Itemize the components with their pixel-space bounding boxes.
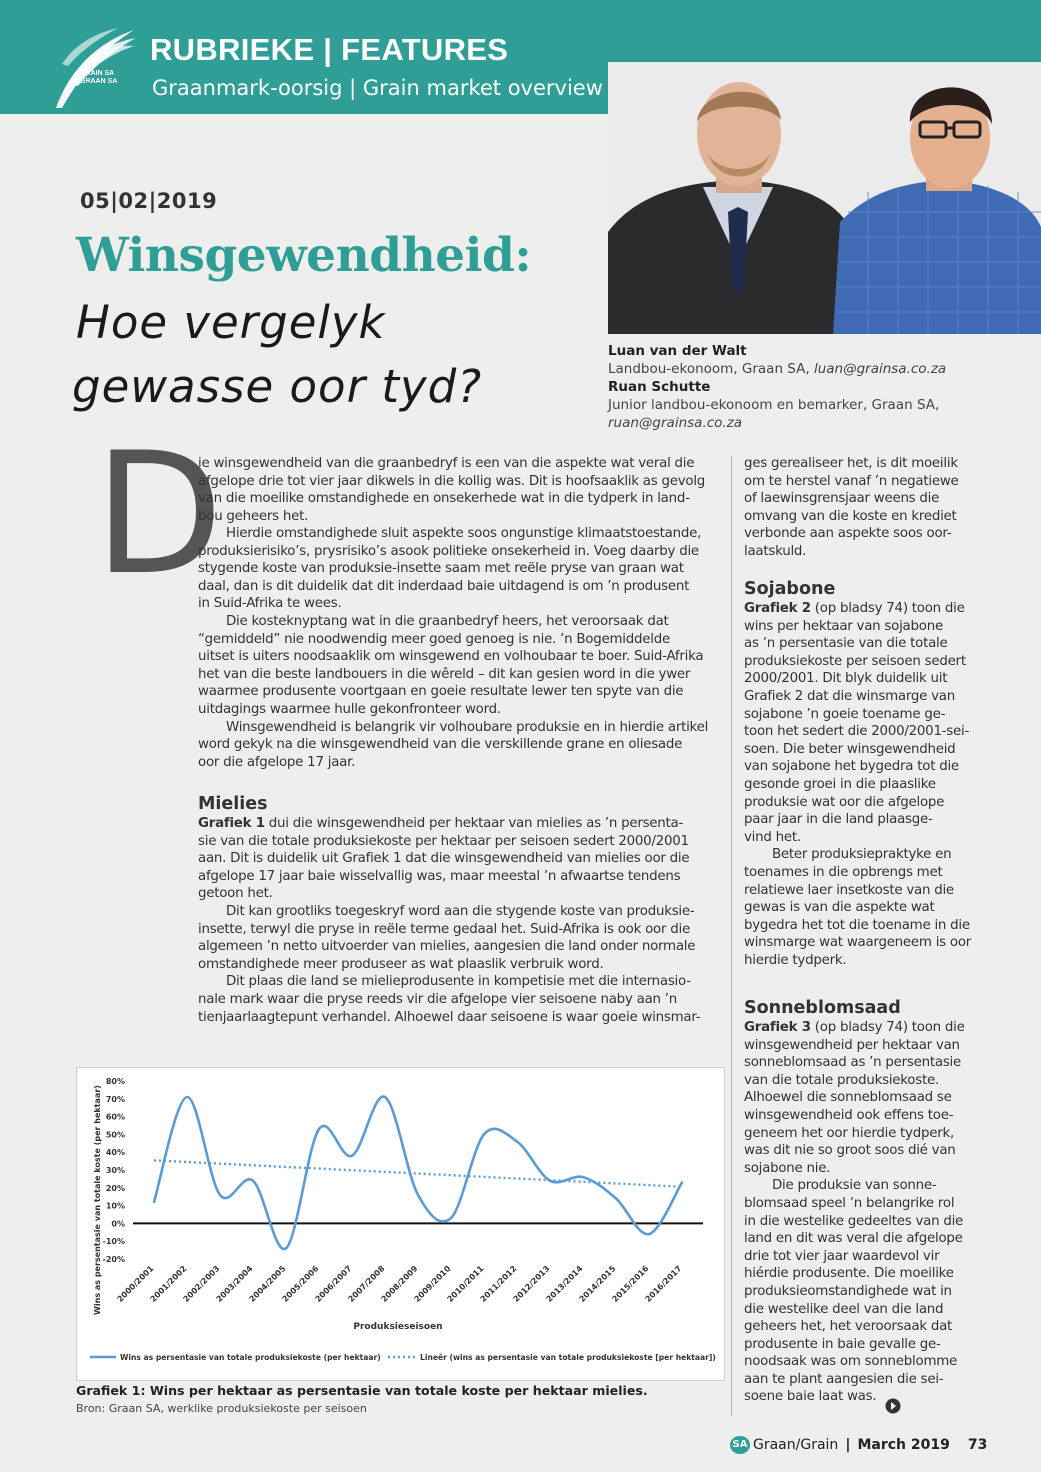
x-tick-label: 2003/2004 [214, 1264, 255, 1304]
text-line: produksiekoste per seisoen sedert [744, 653, 966, 669]
author-photo [608, 62, 1041, 334]
text-line: paar jaar in die land plaasge- [744, 812, 933, 828]
author-email[interactable]: luan@grainsa.co.za [813, 361, 947, 377]
text-span: dui die winsgewendheid per hektaar van mielies as ’n persenta- [264, 816, 684, 831]
drop-cap: D [94, 416, 224, 612]
text-line: geheers het, het veroorsaak dat [744, 1319, 953, 1335]
x-tick-label: 2008/2009 [379, 1264, 420, 1304]
text-line: die westelike deel van die land [744, 1301, 944, 1317]
text-line: Winsgewendheid is belangrik vir volhoubare produksie en in hierdie artikel [226, 719, 709, 735]
figure-reference: Grafiek 1 [198, 816, 265, 831]
logo-text-2: GRAAN SA [80, 78, 118, 85]
text-line: Die produksie van sonne- [772, 1178, 937, 1194]
text-line: soene baie laat was. [744, 1389, 877, 1405]
text-line: om te herstel vanaf ’n negatiewe [744, 473, 959, 489]
mielies-text [198, 815, 700, 1026]
text-line: insette, terwyl die pryse in reële terme gedaal het. Suid-Afrika is ook oor die [198, 921, 690, 937]
series-line-wins [154, 1097, 682, 1250]
article-title-line-2: Hoe vergelyk [76, 296, 386, 349]
legend-label-wins: Wins as persentasie van totale produksiekoste (per hektaar) [120, 1353, 381, 1362]
text-line: laatskuld. [744, 543, 807, 559]
text-line: Die kosteknyptang wat in die graanbedryf heers, het veroorsaak dat [226, 613, 669, 629]
text-line: omstandighede meer produseer as wat plaaslik verbruik word. [198, 956, 604, 972]
article-title-line-3: gewasse oor tyd? [72, 360, 483, 413]
text-line: wins per hektaar van sojabone [744, 618, 943, 634]
text-line: ges gerealiseer het, is dit moeilik [744, 456, 958, 471]
body-text [198, 525, 708, 771]
text-line: drie tot vier jaar waardevol vir [744, 1248, 940, 1264]
data-point [516, 1140, 518, 1142]
data-point [450, 1217, 452, 1219]
text-line: Dit kan grootliks toegeskryf word aan die stygende koste van produksie- [226, 903, 695, 919]
text-line: was dit nie so groot soos dié van [744, 1143, 956, 1159]
text-line: winsmarge wat waargeneem is oor [744, 935, 972, 951]
x-tick-label: 2001/2002 [148, 1264, 189, 1304]
text-line: van die moeilike omstandighede en onsekerhede wat in die tydperk in land- [198, 491, 690, 507]
text-line: Beter produksiepraktyke en [772, 847, 952, 863]
text-line: aan te plant aangesien die sei- [744, 1371, 944, 1387]
author-name: Ruan Schutte [608, 379, 711, 395]
text-line: relatiewe laer insetkoste van die [744, 882, 954, 898]
text-line: van sojabone het bygedra tot die [744, 759, 959, 775]
y-tick-label: 60% [105, 1112, 125, 1122]
author-block [608, 342, 946, 432]
text-line [744, 600, 971, 618]
y-tick-label: 10% [105, 1201, 125, 1211]
text-line: geneem het oor hierdie tydperk, [744, 1125, 954, 1141]
data-point [681, 1181, 683, 1183]
article-date: 05|02|2019 [80, 189, 218, 213]
text-line: produksieomstandighede wat in [744, 1283, 952, 1299]
page-number: 73 [967, 1437, 988, 1453]
continue-arrow-icon[interactable] [885, 1398, 901, 1418]
text-line: winsgewendheid ook effens toe- [744, 1107, 954, 1123]
text-line: hiérdie produsente. Die moeilike [744, 1266, 954, 1282]
text-line: toon het sedert die 2000/2001-sei- [744, 724, 970, 740]
text-line: noodsaak was om sonneblomme [744, 1354, 958, 1370]
section-title: RUBRIEKE | FEATURES [150, 32, 509, 67]
text-line: land en dit was veral die afgelope [744, 1231, 963, 1247]
text-line: word gekyk na die winsgewendheid van die verskillende grane en oliesade [198, 737, 683, 753]
text-line [198, 815, 700, 833]
text-line: sojabone nie. [744, 1160, 831, 1176]
heading-mielies: Mielies [198, 794, 268, 814]
text-line: soen. Die beter winsgewendheid [744, 741, 956, 757]
x-tick-label: 2009/2010 [412, 1264, 453, 1304]
footer-issue: March 2019 [857, 1437, 950, 1453]
author-role: Landbou-ekonoom, Graan SA, [608, 361, 814, 377]
y-axis-label: Wins as persentasie van totale koste (per hektaar) [93, 1085, 102, 1315]
grain-sa-logo-icon [48, 24, 138, 112]
text-line: in die westelike gedeeltes van die [744, 1213, 964, 1229]
y-tick-label: 40% [105, 1148, 125, 1158]
text-line: uitset is uiters noodsaaklik om winsgewend en volhoubaar te boer. Suid-Afrika [198, 649, 704, 665]
text-line: gewas is van die aspekte wat [744, 900, 935, 916]
text-line: nale mark waar die pryse reeds vir die afgelope vier seisoene naby aan ’n [198, 991, 678, 1007]
text-line: afgelope 17 jaar baie wisselvallig was, maar meestal ’n afwaartse tendens [198, 868, 681, 884]
chart-caption: Grafiek 1: Wins per hektaar as persentasie van totale koste per hektaar mielies. [76, 1383, 648, 1398]
text-line: Grafiek 2 dat die winsmarge van [744, 688, 955, 704]
text-line: Dit plaas die land se mielieprodusente in kompetisie met die internasio- [226, 974, 691, 990]
data-point [615, 1197, 617, 1199]
data-point [648, 1233, 650, 1235]
data-point [318, 1128, 320, 1130]
author-email[interactable]: ruan@grainsa.co.za [608, 415, 743, 431]
x-tick-label: 2013/2014 [544, 1264, 585, 1304]
text-line: as ’n persentasie van die totale [744, 636, 948, 652]
text-line: stygende koste van produksie-insette saam met reële pryse van graan wat [198, 561, 684, 577]
text-line: daal, dan is dit duidelik dat dit inderdaad baie uitdagend is om ’n produsent [198, 578, 690, 594]
text-line: afgelope drie tot vier jaar dikwels in die kollig was. Dit is hoofsaaklik as gevolg [198, 473, 706, 489]
article-title-main: Winsgewendheid: [76, 228, 532, 283]
text-line: oor die afgelope 17 jaar. [198, 754, 356, 770]
data-point [153, 1201, 155, 1203]
text-line: vind het. [744, 829, 801, 845]
legend-label-trend: Lineêr (wins as persentasie van totale produksiekoste [per hektaar]) [420, 1353, 716, 1362]
x-tick-label: 2005/2006 [280, 1264, 321, 1304]
data-point [351, 1155, 353, 1157]
text-line: toenames in die opbrengs met [744, 864, 943, 880]
x-tick-label: 2010/2011 [445, 1264, 486, 1304]
y-tick-label: -20% [102, 1255, 125, 1264]
text-line: produsente in baie gevalle ge- [744, 1336, 941, 1352]
text-line: Hierdie omstandighede sluit aspekte soos ongunstige klimaatstoestande, [226, 526, 702, 541]
text-line: produksierisiko’s, prysrisiko’s asook politieke onsekerheid in. Voeg daarby die [198, 543, 699, 559]
section-subtitle: Graanmark-oorsig | Grain market overview [152, 76, 603, 100]
y-tick-label: -10% [102, 1237, 125, 1247]
text-line: waarmee produsente voortgaan en goeie resultate lewer ten spyte van die [198, 684, 684, 700]
text-line: getoon het. [198, 886, 273, 902]
column-divider [731, 456, 732, 1416]
author-role: Junior landbou-ekonoom en bemarker, Graan SA, [608, 397, 940, 413]
text-line: 2000/2001. Dit blyk duidelik uit [744, 671, 948, 687]
data-point [219, 1194, 221, 1196]
logo-text [80, 70, 117, 86]
x-tick-label: 2000/2001 [115, 1264, 156, 1304]
data-point [384, 1096, 386, 1098]
sa-logo-icon: SA [730, 1436, 750, 1454]
data-point [483, 1133, 485, 1135]
text-span: (op bladsy 74) toon die [810, 1020, 965, 1035]
heading-sonneblomsaad: Sonneblomsaad [744, 998, 901, 1018]
page-footer [730, 1436, 987, 1454]
x-tick-label: 2006/2007 [313, 1264, 354, 1304]
x-tick-label: 2002/2003 [181, 1264, 222, 1304]
data-point [582, 1176, 584, 1178]
text-line: tienjaarlaagtepunt verhandel. Alhoewel daar seisoene is waar goeie winsmar- [198, 1009, 701, 1025]
x-tick-label: 2007/2008 [346, 1264, 387, 1304]
footer-brand: Graan/Grain [753, 1437, 839, 1453]
text-line: gesonde groei in die plaaslike [744, 776, 936, 792]
x-tick-label: 2014/2015 [577, 1264, 618, 1304]
data-point [285, 1247, 287, 1249]
text-line: blomsaad speel ’n belangrike rol [744, 1195, 955, 1211]
logo-text-1: GRAIN SA [80, 70, 115, 77]
data-point [186, 1096, 188, 1098]
y-tick-label: 70% [105, 1094, 125, 1104]
text-line: algemeen ’n netto uitvoerder van mielies, aangesien die land onder normale [198, 939, 696, 955]
text-line: het van die beste landbouers in die wêreld – dit kan gesien word in die ywer [198, 666, 691, 682]
x-tick-label: 2011/2012 [478, 1264, 519, 1304]
text-line: uitdagings waarmee hulle gekonfronteer word. [198, 701, 501, 717]
text-line: verbonde aan aspekte soos oor- [744, 526, 952, 542]
text-line: winsgewendheid per hektaar van [744, 1037, 960, 1053]
heading-sojabone: Sojabone [744, 579, 836, 599]
text-line: hierdie tydperk. [744, 952, 847, 968]
y-tick-label: 20% [105, 1183, 125, 1193]
intro-paragraph [198, 455, 705, 525]
y-tick-label: 50% [105, 1130, 125, 1140]
y-tick-label: 0% [111, 1219, 125, 1229]
data-point [417, 1194, 419, 1196]
text-line: bygedra het tot die toename in die [744, 917, 970, 933]
text-line: of laewinsgrensjaar weens die [744, 491, 940, 507]
author-name: Luan van der Walt [608, 343, 747, 359]
text-span: (op bladsy 74) toon die [810, 601, 965, 616]
y-tick-label: 80% [105, 1077, 125, 1086]
text-line: in Suid-Afrika te wees. [198, 596, 342, 612]
text-line: omvang van die koste en krediet [744, 508, 957, 524]
chart-grafiek-1 [76, 1067, 725, 1379]
x-tick-label: 2016/2017 [643, 1264, 684, 1304]
text-line: Alhoewel die sonneblomsaad se [744, 1090, 952, 1106]
x-tick-label: 2012/2013 [511, 1264, 552, 1304]
text-line: sie van die totale produksiekoste per hektaar per seisoen sedert 2000/2001 [198, 833, 689, 849]
footer-separator: | [845, 1437, 851, 1453]
series-line-trend [154, 1160, 682, 1186]
text-line: “gemiddeld” nie noodwendig meer goed genoeg is nie. ’n Bogemiddelde [198, 631, 670, 647]
text-line: bou geheers het. [198, 508, 309, 524]
sojabone-text [744, 600, 971, 969]
data-point [252, 1179, 254, 1181]
continued-text [744, 455, 959, 561]
text-line: produksie wat oor die afgelope [744, 794, 945, 810]
x-tick-label: 2015/2016 [610, 1264, 651, 1304]
x-axis-label: Produksieseisoen [353, 1322, 443, 1332]
chart-source: Bron: Graan SA, werklike produksiekoste per seisoen [76, 1402, 367, 1415]
figure-reference: Grafiek 3 [744, 1020, 811, 1035]
y-tick-label: 30% [105, 1166, 125, 1175]
sonneblom-text [744, 1019, 965, 1406]
text-line: sojabone ’n goeie toename ge- [744, 706, 946, 722]
figure-reference: Grafiek 2 [744, 601, 811, 616]
x-tick-label: 2004/2005 [247, 1264, 288, 1304]
text-line: ie winsgewendheid van die graanbedryf is een van die aspekte wat veral die [198, 456, 695, 471]
text-line: sonneblomsaad as ’n persentasie [744, 1055, 962, 1071]
text-line: van die totale produksiekoste. [744, 1072, 939, 1088]
text-line [744, 1019, 965, 1037]
text-line: aan. Dit is duidelik uit Grafiek 1 dat die winsgewendheid van mielies oor die [198, 851, 690, 867]
